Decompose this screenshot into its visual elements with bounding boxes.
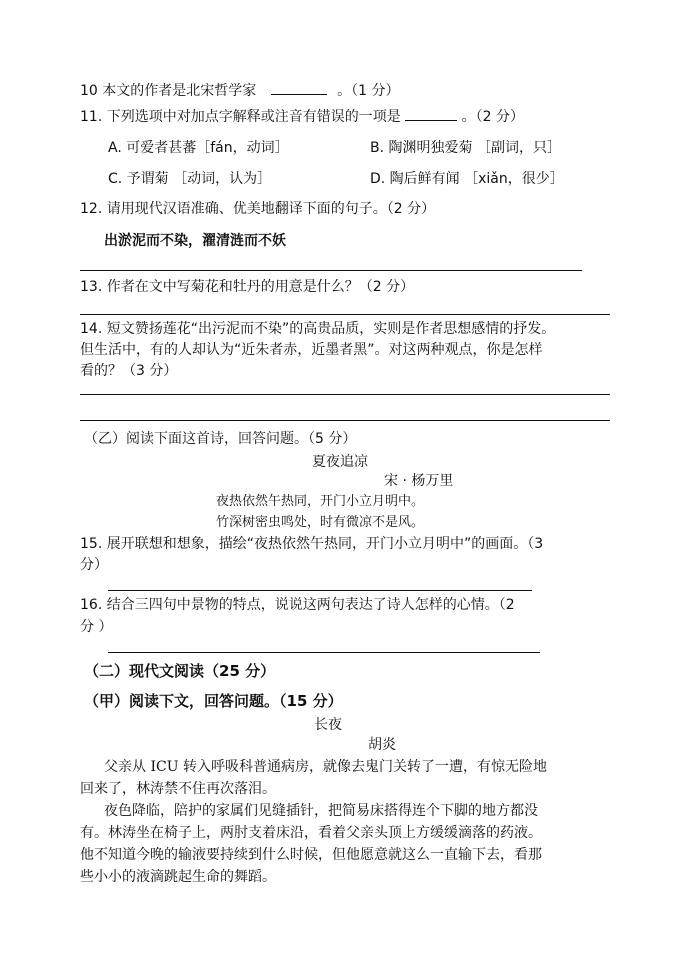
- story-p2-line-3: 他不知道今晚的输液要持续到什么时候，但他愿意就这么一直输下去，看那: [80, 847, 542, 863]
- story-title: 长夜: [314, 717, 342, 733]
- poem-line-1: 夜热依然午热同，开门小立月明中。: [216, 494, 425, 509]
- question-14-line-1: 14. 短文赞扬莲花“出污泥而不染”的高贵品质，实则是作者思想感情的抒发。: [80, 321, 556, 337]
- question-15-line-2: 分）: [80, 557, 108, 573]
- story-p2-line-1: 夜色降临，陪护的家属们见缝插针，把简易床搭得连个下脚的地方都没: [104, 803, 538, 819]
- question-16-line-2: 分 ）: [80, 619, 113, 635]
- answer-line[interactable]: [80, 270, 582, 271]
- option-b: B. 陶渊明独爱菊 ［副词，只］: [370, 140, 561, 156]
- option-a: A. 可爱者甚蕃［fán，动词］: [108, 140, 289, 156]
- answer-line[interactable]: [108, 652, 540, 653]
- question-15-line-1: 15. 展开联想和想象，描绘“夜热依然午热同，开门小立月明中”的画面。（3: [80, 536, 544, 552]
- section-a-heading: （甲）阅读下文，回答问题。（15 分）: [84, 692, 343, 710]
- answer-line[interactable]: [80, 420, 610, 421]
- answer-blank[interactable]: [405, 106, 457, 121]
- answer-line[interactable]: [80, 394, 610, 395]
- story-p2-line-2: 有。林涛坐在椅子上，两肘支着床沿，看着父亲头顶上方缓缓滴落的药液。: [80, 825, 542, 841]
- question-14-line-3: 看的？（3 分）: [80, 363, 178, 379]
- story-p1-line-1: 父亲从 ICU 转入呼吸科普通病房，就像去鬼门关转了一遭，有惊无险地: [104, 759, 547, 775]
- question-11-score: 。（2 分）: [461, 109, 524, 125]
- part-2-heading: （二）现代文阅读（25 分）: [84, 662, 276, 680]
- option-c: C. 予谓菊 ［动词，认为］: [108, 171, 272, 187]
- answer-line[interactable]: [108, 590, 532, 591]
- question-12: 12. 请用现代汉语准确、优美地翻译下面的句子。（2 分）: [80, 201, 436, 217]
- story-p2-line-4: 些小小的液滴跳起生命的舞蹈。: [80, 869, 276, 885]
- question-11-text: 11. 下列选项中对加点字解释或注音有错误的一项是: [80, 109, 401, 125]
- poem-author: 宋 · 杨万里: [384, 473, 454, 489]
- answer-blank[interactable]: [271, 80, 327, 95]
- poem-title: 夏夜追凉: [312, 454, 368, 470]
- answer-line[interactable]: [80, 314, 610, 315]
- translate-sentence: 出淤泥而不染，濯清涟而不妖: [104, 233, 286, 249]
- poem-line-2: 竹深树密虫鸣处，时有微凉不是风。: [216, 515, 425, 530]
- section-b-heading: （乙）阅读下面这首诗，回答问题。（5 分）: [84, 431, 357, 447]
- question-13: 13. 作者在文中写菊花和牡丹的用意是什么？（2 分）: [80, 279, 415, 295]
- story-author: 胡炎: [368, 737, 396, 753]
- option-d: D. 陶后鲜有闻 ［xiǎn，很少］: [370, 171, 564, 187]
- question-16-line-1: 16. 结合三四句中景物的特点，说说这两句表达了诗人怎样的心情。（2: [80, 597, 515, 613]
- question-10: [80, 80, 400, 100]
- question-10-score: 。（1 分）: [337, 83, 400, 99]
- question-14-line-2: 但生活中，有的人却认为“近朱者赤，近墨者黑”。对这两种观点，你是怎样: [80, 342, 543, 358]
- question-11: [80, 106, 524, 126]
- question-10-text: 10 本文的作者是北宋哲学家: [80, 83, 257, 99]
- story-p1-line-2: 回来了，林涛禁不住再次落泪。: [80, 781, 276, 797]
